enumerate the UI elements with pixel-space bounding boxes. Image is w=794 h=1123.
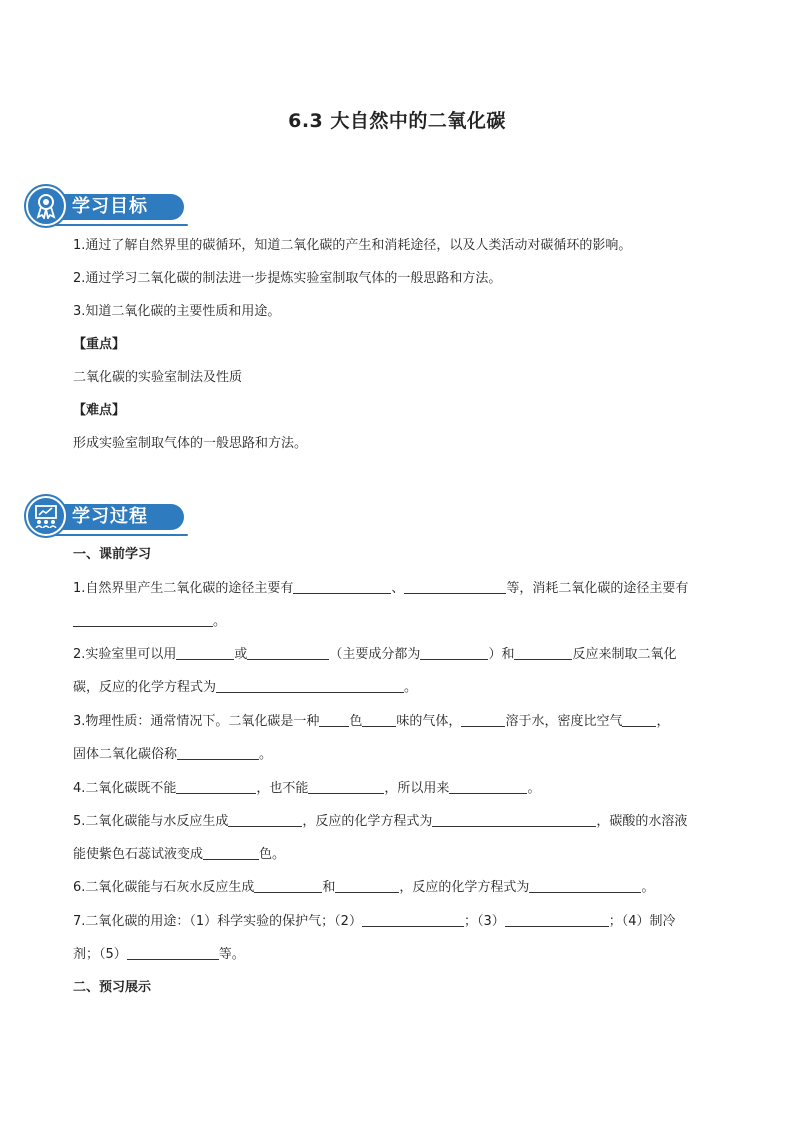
question-7-cont: 剂；（5） 等。	[73, 947, 245, 962]
question-3: 3.物理性质：通常情况下。二氧化碳是一种 色 味的气体， 溶于水，密度比空气 ，	[73, 714, 670, 729]
presentation-board-icon	[26, 496, 66, 536]
key-text: 二氧化碳的实验室制法及性质	[73, 370, 243, 385]
question-1-cont: 。	[73, 612, 226, 632]
fill-blank[interactable]	[319, 712, 349, 727]
question-7: 7.二氧化碳的用途：（1）科学实验的保护气；（2） ；（3） ；（4）制冷	[73, 914, 676, 929]
fill-blank[interactable]	[432, 812, 596, 827]
fill-blank[interactable]	[362, 712, 396, 727]
objective-item: 1.通过了解自然界里的碳循环，知道二氧化碳的产生和消耗途径，以及人类活动对碳循环的影响。	[73, 238, 632, 253]
fill-blank[interactable]	[420, 645, 488, 660]
part-heading: 二、预习展示	[73, 980, 152, 995]
fill-blank[interactable]	[622, 712, 656, 727]
fill-blank[interactable]	[362, 912, 464, 927]
fill-blank[interactable]	[335, 878, 399, 893]
objective-item: 3.知道二氧化碳的主要性质和用途。	[73, 304, 281, 319]
key-heading: 【重点】	[73, 337, 126, 352]
difficult-heading: 【难点】	[73, 403, 126, 418]
page-title: 6.3 大自然中的二氧化碳	[288, 110, 506, 132]
award-ribbon-icon	[26, 186, 66, 226]
fill-blank[interactable]	[308, 779, 384, 794]
question-5-cont: 能使紫色石蕊试液变成 色。	[73, 847, 286, 862]
question-4: 4.二氧化碳既不能 ，也不能 ，所以用来 。	[73, 781, 541, 796]
fill-blank[interactable]	[73, 612, 213, 627]
question-5: 5.二氧化碳能与水反应生成 ，反应的化学方程式为 ，碳酸的水溶液	[73, 814, 688, 829]
section-label-process: 学习过程	[72, 506, 148, 527]
question-6: 6.二氧化碳能与石灰水反应生成 和 ，反应的化学方程式为 。	[73, 880, 655, 895]
difficult-text: 形成实验室制取气体的一般思路和方法。	[73, 436, 308, 451]
fill-blank[interactable]	[127, 945, 219, 960]
section-banner-process	[26, 496, 184, 538]
fill-blank[interactable]	[216, 678, 404, 693]
objective-item: 2.通过学习二氧化碳的制法进一步提炼实验室制取气体的一般思路和方法。	[73, 271, 502, 286]
fill-blank[interactable]	[505, 912, 609, 927]
fill-blank[interactable]	[449, 779, 527, 794]
fill-blank[interactable]	[228, 812, 302, 827]
fill-blank[interactable]	[293, 579, 391, 594]
fill-blank[interactable]	[529, 878, 641, 893]
section-label-objectives: 学习目标	[72, 196, 148, 217]
section-banner-objectives	[26, 186, 184, 228]
fill-blank[interactable]	[404, 579, 506, 594]
fill-blank[interactable]	[176, 645, 234, 660]
question-1: 1.自然界里产生二氧化碳的途径主要有 、 等，消耗二氧化碳的途径主要有	[73, 581, 689, 596]
fill-blank[interactable]	[247, 645, 329, 660]
question-2: 2.实验室里可以用 或 （主要成分都为 ）和 反应来制取二氧化	[73, 647, 677, 662]
fill-blank[interactable]	[177, 745, 259, 760]
fill-blank[interactable]	[176, 779, 256, 794]
fill-blank[interactable]	[514, 645, 572, 660]
fill-blank[interactable]	[203, 845, 259, 860]
question-3-cont: 固体二氧化碳俗称 。	[73, 747, 273, 762]
fill-blank[interactable]	[461, 712, 505, 727]
fill-blank[interactable]	[254, 878, 322, 893]
part-heading: 一、课前学习	[73, 547, 152, 562]
question-2-cont: 碳，反应的化学方程式为 。	[73, 680, 418, 695]
